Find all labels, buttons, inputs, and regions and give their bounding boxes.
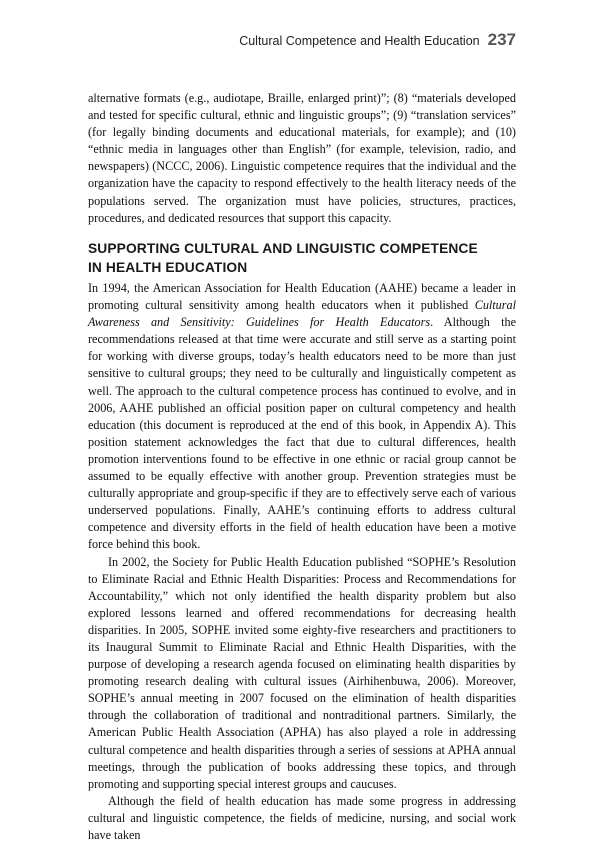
book-title-italic: Cultural Awareness and Sensitivity: Guidelines for Health Educators <box>88 298 516 330</box>
section-heading-line-1: SUPPORTING CULTURAL AND LINGUISTIC COMPETENCE <box>88 241 478 256</box>
section-paragraph-3: Although the field of health education has made some progress in addressing cultural and linguistic competence, the fields of medicine, nursing, and social work have taken <box>88 793 516 842</box>
section-heading <box>88 240 516 277</box>
section-paragraph-2: In 2002, the Society for Public Health Education published “SOPHE’s Resolution to Eliminate Racial and Ethnic Health Disparities: Process and Recommendations for Accountability,” which not only identified the health disparity problem but also explored lessons learned and offered recommendations for decreasing health disparities. In 2005, SOPHE invited some eighty-five researchers and practitioners to its Inaugural Summit to Eliminate Racial and Ethnic Health Disparities, with the purpose of developing a research agenda focused on eliminating health disparities by promoting research dealing with cultural issues (Airhihenbuwa, 2006). Moreover, SOPHE’s annual meeting in 2007 focused on the elimination of health disparities through the collaboration of traditional and nontraditional partners. Similarly, the American Public Health Association (APHA) has also played a role in addressing cultural competence and health disparities through a series of sessions at APHA annual meetings, through the publication of books addressing these topics, and through promoting and supporting special interest groups and caucuses. <box>88 554 516 791</box>
paragraph-text-end: . Although the recommendations released at that time were accurate and still serve as a starting point for working with diverse groups, today’s health educators need to be more than just sensitive to cultural groups; they need to be culturally and linguistically competent as well. The approach to the cultural competence process has continued to evolve, and in 2006, AAHE published an official position paper on cultural competency and health education (this document is reproduced at the end of this book, in Appendix A). This position statement acknowledges the fact that due to cultural differences, health promotion interventions found to be effective in one ethnic or racial group cannot be assumed to be equally effective with another group. Prevention strategies must be culturally appropriate and group-specific if they are to effectively serve each of various underserved populations. Finally, AAHE’s continuing efforts to address cultural competence and diversity efforts in the field of health education have been a motive force behind this book. <box>88 315 516 552</box>
paragraph-text: alternative formats (e.g., audiotape, Braille, enlarged print)”; (8) “materials developed and tested for specific cultural, ethnic and linguistic groups”; (9) “translation services” (for legally binding documents and educational materials, for example); and (10) “ethnic media in languages other than English” (for example, television, radio, and newspapers) (NCCC, 2006). Linguistic competence requires that the individual and the organization have the capacity to respond effectively to the health literacy needs of the populations served. The organization must have policies, structures, practices, procedures, and dedicated resources that support this capacity. <box>88 91 516 225</box>
section-paragraph-1 <box>88 280 516 554</box>
paragraph-text-start: In 1994, the American Association for Health Education (AAHE) became a leader in promoting cultural sensitivity among health educators when it published <box>88 281 516 313</box>
continued-paragraph <box>88 90 516 227</box>
page-number: 237 <box>487 30 516 49</box>
running-head <box>239 30 516 50</box>
running-head-title: Cultural Competence and Health Education <box>239 34 480 48</box>
section-body <box>88 280 516 844</box>
section-heading-line-2: IN HEALTH EDUCATION <box>88 259 248 275</box>
